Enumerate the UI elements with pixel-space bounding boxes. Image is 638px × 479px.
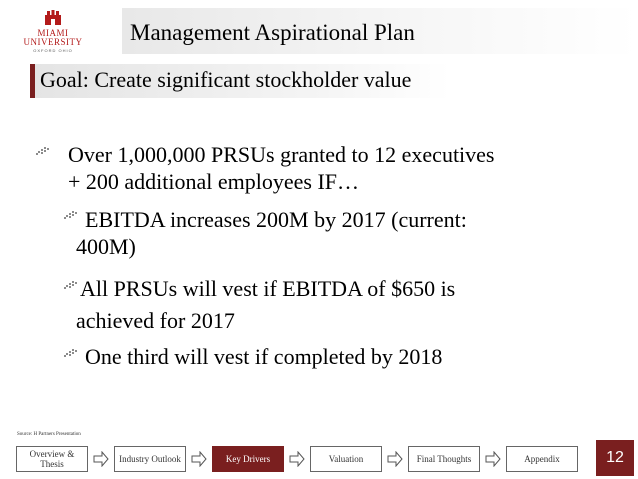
nav-overview-thesis[interactable]: Overview & Thesis — [16, 446, 88, 472]
nav-valuation[interactable]: Valuation — [310, 446, 382, 472]
page-number: 12 — [596, 440, 634, 476]
footer-nav — [0, 440, 638, 479]
bullet-icon — [64, 210, 78, 220]
bullet-3-line-2: achieved for 2017 — [76, 308, 235, 333]
goal-accent-bar — [30, 64, 35, 98]
bullet-2-line-2: 400M) — [76, 234, 136, 259]
logo-text-miami: MIAMI — [37, 28, 69, 38]
bullet-2-line-1: EBITDA increases 200M by 2017 (current: — [85, 207, 467, 232]
slide-title: Management Aspirational Plan — [130, 20, 415, 45]
crest-icon — [44, 10, 62, 26]
arrow-right-icon — [93, 451, 109, 467]
bullet-4-line-1: One third will vest if completed by 2018 — [85, 344, 443, 369]
nav-industry-outlook[interactable]: Industry Outlook — [114, 446, 186, 472]
bullet-icon — [64, 348, 78, 358]
nav-key-drivers[interactable]: Key Drivers — [212, 446, 284, 472]
nav-appendix[interactable]: Appendix — [506, 446, 578, 472]
nav-final-thoughts[interactable]: Final Thoughts — [408, 446, 480, 472]
bullet-3-line-1: All PRSUs will vest if EBITDA of $650 is — [80, 276, 456, 301]
logo-text-university: UNIVERSITY — [23, 37, 83, 47]
goal-text: Goal: Create significant stockholder value — [40, 67, 412, 92]
arrow-right-icon — [387, 451, 403, 467]
bullet-icon — [64, 280, 78, 290]
arrow-right-icon — [289, 451, 305, 467]
logo-text-location: OXFORD OHIO — [33, 48, 73, 53]
bullet-1-line-1: Over 1,000,000 PRSUs granted to 12 executives — [68, 142, 495, 167]
arrow-right-icon — [485, 451, 501, 467]
arrow-right-icon — [191, 451, 207, 467]
bullet-1-line-2: + 200 additional employees IF… — [68, 169, 360, 194]
bullet-icon — [36, 146, 50, 156]
miami-university-logo — [22, 10, 84, 58]
source-note: Source: H Partners Presentation — [17, 432, 81, 437]
